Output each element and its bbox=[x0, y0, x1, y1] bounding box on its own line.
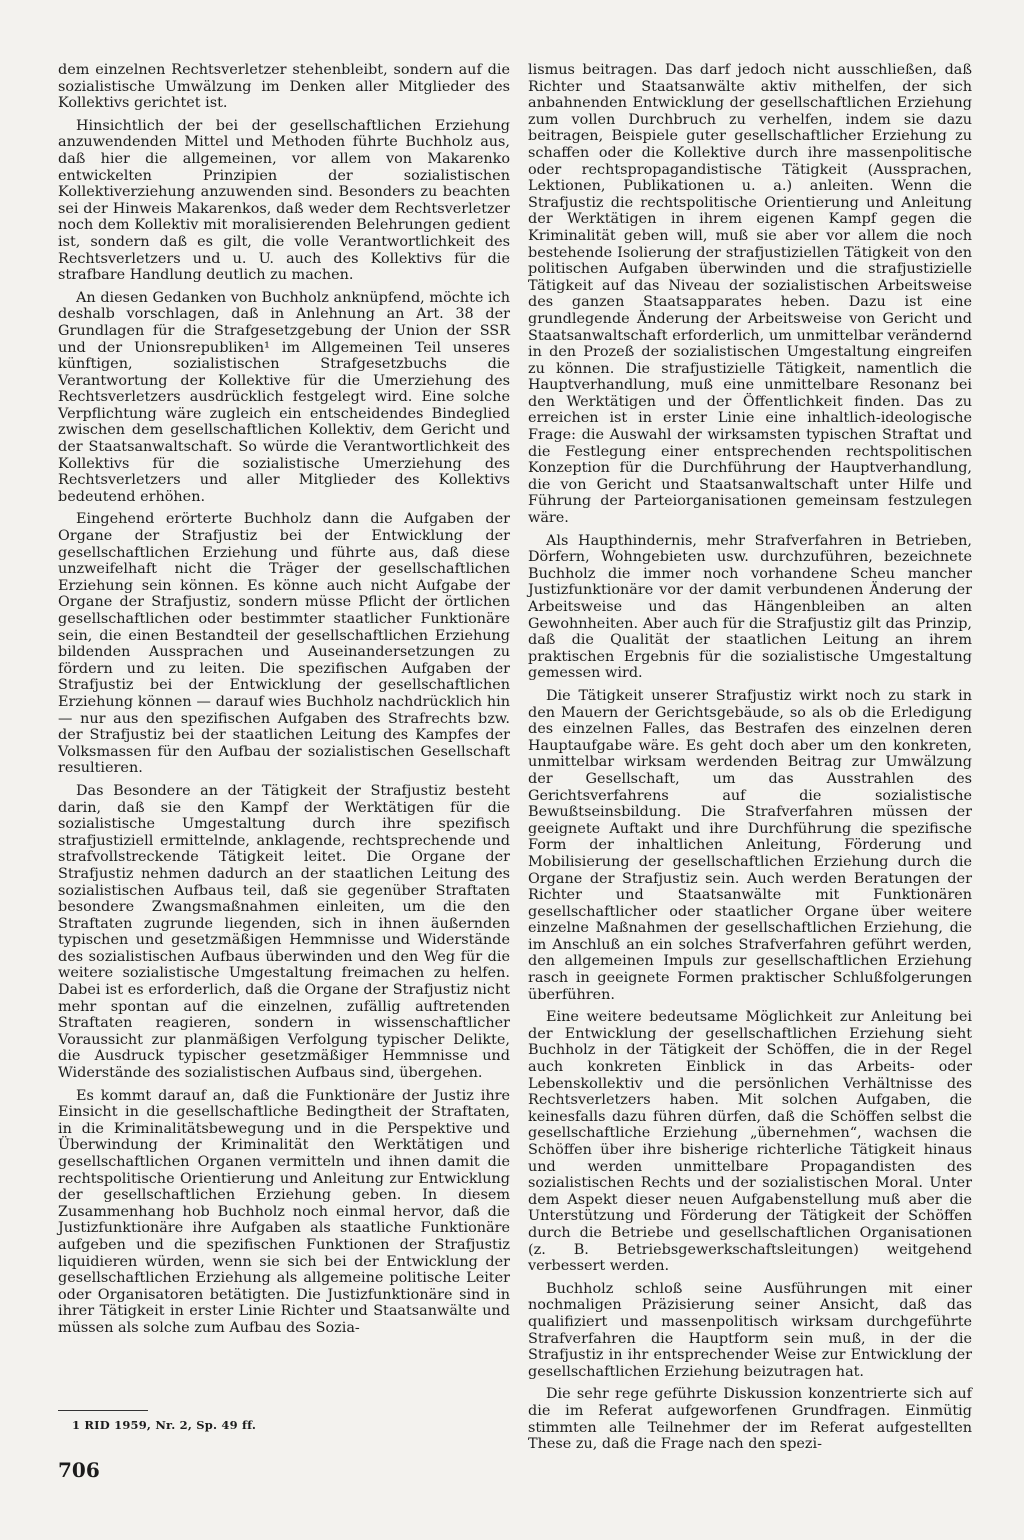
paragraph: Das Besondere an der Tätigkeit der Strafjustiz besteht darin, daß sie den Kampf der Werktätigen für die sozialistische Umgestaltung durch ihre spezifisch strafjustiziell ermittelnde, anklagende, rechtsprechende und strafvollstreckende Tätigkeit leitet. Die Organe der Strafjustiz nehmen dadurch an der staatlichen Leitung des sozialistischen Aufbaus teil, daß sie gegenüber Straftaten besondere Zwangsmaßnahmen einleiten, um die den Straftaten zugrunde liegenden, sich in ihnen äußernden typischen und gesetzmäßigen Hemmnisse und Widerstände des sozialistischen Aufbaus überwinden und den Weg für die weitere sozialistische Umgestaltung freimachen zu helfen. Dabei ist es erforderlich, daß die Organe der Strafjustiz nicht mehr spontan auf die einzelnen, zufällig auftretenden Straftaten reagieren, sondern in wissenschaftlicher Voraussicht zur planmäßigen Verfolgung typischer Delikte, die Ausdruck typischer gesetzmäßiger Hemmnisse und Widerstände des sozialistischen Aufbaus sind, übergehen. bbox=[58, 782, 510, 1082]
footnote-rule bbox=[58, 1410, 148, 1411]
paragraph: dem einzelnen Rechtsverletzer stehenbleibt, sondern auf die sozialistische Umwälzung im Denken aller Mitglieder des Kollektivs gerichtet ist. bbox=[58, 62, 510, 112]
footnote: 1 RID 1959, Nr. 2, Sp. 49 ff. bbox=[72, 1418, 257, 1432]
paragraph: Eine weitere bedeutsame Möglichkeit zur Anleitung bei der Entwicklung der gesellschaftlichen Erziehung sieht Buchholz in der Tätigkeit der Schöffen, die in der Regel auch konkreten Einblick in das Arbeits- oder Lebenskollektiv und die persönlichen Verhältnisse des Rechtsverletzers haben. Mit solchen Aufgaben, die keinesfalls dazu führen dürfen, daß die Schöffen selbst die gesellschaftliche Erziehung „übernehmen“, wachsen die Schöffen über ihre bisherige richterliche Tätigkeit hinaus und werden unmittelbare Propagandisten des sozialistischen Rechts und der sozialistischen Moral. Unter dem Aspekt dieser neuen Aufgabenstellung muß aber die Unterstützung und Förderung der Tätigkeit der Schöffen durch die Betriebe und gesellschaftlichen Organisationen (z. B. Betriebsgewerkschaftsleitungen) weitgehend verbessert werden. bbox=[528, 1009, 972, 1275]
paragraph: Eingehend erörterte Buchholz dann die Aufgaben der Organe der Strafjustiz bei der Entwicklung der gesellschaftlichen Erziehung und führte aus, daß diese unzweifelhaft nicht die Träger der gesellschaftlichen Erziehung sein können. Es könne auch nicht Aufgabe der Organe der Strafjustiz, sondern müsse Pflicht der örtlichen gesellschaftlichen oder bestimmter staatlicher Funktionäre sein, die einen Bestandteil der gesellschaftlichen Erziehung bildenden Aussprachen und Auseinandersetzungen zu fördern und zu leiten. Die spezifischen Aufgaben der Strafjustiz bei der Entwicklung der gesellschaftlichen Erziehung können — darauf wies Buchholz nachdrücklich hin — nur aus den spezifischen Aufgaben des Strafrechts bzw. der Strafjustiz bei der staatlichen Leitung des Kampfes der Volksmassen für den Aufbau der sozialistischen Gesellschaft resultieren. bbox=[58, 511, 510, 777]
paragraph: Die sehr rege geführte Diskussion konzentrierte sich auf die im Referat aufgeworfenen Grundfragen. Einmütig stimmten alle Teilnehmer der im Referat aufgestellten These zu, daß die Frage nach den spezi- bbox=[528, 1386, 972, 1453]
paragraph: Buchholz schloß seine Ausführungen mit einer nochmaligen Präzisierung seiner Ansicht, daß das qualifiziert und massenpolitisch wirksam durchgeführte Strafverfahren die Hauptform sein muß, in der die Strafjustiz in ihr entsprechender Weise zur Entwicklung der gesellschaftlichen Erziehung beizutragen hat. bbox=[528, 1280, 972, 1380]
paragraph: Es kommt darauf an, daß die Funktionäre der Justiz ihre Einsicht in die gesellschaftliche Bedingtheit der Straftaten, in die Kriminalitätsbewegung und in die Perspektive und Überwindung der Kriminalität den Werktätigen und gesellschaftlichen Organen vermitteln und ihnen damit die rechtspolitische Orientierung und Anleitung zur Entwicklung der gesellschaftlichen Erziehung geben. In diesem Zusammenhang hob Buchholz noch einmal hervor, daß die Justizfunktionäre ihre Aufgaben als staatliche Funktionäre aufgeben und die spezifischen Funktionen der Strafjustiz liquidieren würden, wenn sie sich bei der Entwicklung der gesellschaftlichen Erziehung als allgemeine politische Leiter oder Organisatoren betätigten. Die Justizfunktionäre sind in ihrer Tätigkeit in erster Linie Richter und Staatsanwälte und müssen als solche zum Aufbau des Sozia- bbox=[58, 1087, 510, 1336]
paragraph: Als Haupthindernis, mehr Strafverfahren in Betrieben, Dörfern, Wohngebieten usw. durchzuführen, bezeichnete Buchholz die immer noch vorhandene Scheu mancher Justizfunktionäre vor der damit verbundenen Änderung der Arbeitsweise und das Hängenbleiben an alten Gewohnheiten. Aber auch für die Strafjustiz gilt das Prinzip, daß die Qualität der staatlichen Leitung an ihrem praktischen Ergebnis für die sozialistische Umgestaltung gemessen wird. bbox=[528, 532, 972, 682]
page-number: 706 bbox=[58, 1458, 100, 1482]
paragraph: lismus beitragen. Das darf jedoch nicht ausschließen, daß Richter und Staatsanwälte aktiv mithelfen, der sich anbahnenden Entwicklung der gesellschaftlichen Erziehung zum vollen Durchbruch zu verhelfen, indem sie dazu beitragen, Beispiele guter gesellschaftlicher Erziehung zu schaffen oder die Kollektive durch ihre massenpolitische oder rechtspropagandistische Tätigkeit (Aussprachen, Lektionen, Publikationen u. a.) anleiten. Wenn die Strafjustiz die rechtspolitische Orientierung und Anleitung der Werktätigen in ihrem eigenen Kampf gegen die Kriminalität geben will, muß sie aber vor allem die noch bestehende Isolierung der strafjustiziellen Tätigkeit von den politischen Aufgaben überwinden und die strafjustizielle Tätigkeit auf das Niveau der sozialistischen Arbeitsweise des ganzen Staatsapparates heben. Dazu ist eine grundlegende Änderung der Arbeitsweise von Gericht und Staatsanwaltschaft erforderlich, um unmittelbar verändernd in den Prozeß der sozialistischen Umgestaltung eingreifen zu können. Die strafjustizielle Tätigkeit, namentlich die Hauptverhandlung, muß eine unmittelbare Resonanz bei den Werktätigen und der Öffentlichkeit finden. Das zu erreichen ist in erster Linie eine inhaltlich-ideologische Frage: die Auswahl der wirksamsten typischen Straftat und die Festlegung einer entsprechenden rechtspolitischen Konzeption für die Durchführung der Hauptverhandlung, die von Gericht und Staatsanwaltschaft unter Hilfe und Führung der Parteiorganisationen gemeinsam festzulegen wäre. bbox=[528, 62, 972, 527]
left-column bbox=[58, 62, 510, 1343]
right-column bbox=[528, 62, 972, 1459]
paragraph: Die Tätigkeit unserer Strafjustiz wirkt noch zu stark in den Mauern der Gerichtsgebäude, so als ob die Erledigung des einzelnen Falles, das Bestrafen des einzelnen deren Hauptaufgabe wäre. Es geht doch aber um den konkreten, unmittelbar wirksam werdenden Beitrag zur Umwälzung der Gesellschaft, um das Ausstrahlen des Gerichtsverfahrens auf die sozialistische Bewußtseinsbildung. Die Strafverfahren müssen der geeignete Auftakt und ihre Durchführung die spezifische Form der inhaltlichen Anleitung, Förderung und Mobilisierung der gesellschaftlichen Erziehung durch die Organe der Strafjustiz sein. Auch werden Beratungen der Richter und Staatsanwälte mit Funktionären gesellschaftlicher oder staatlicher Organe über weitere einzelne Maßnahmen der gesellschaftlichen Erziehung, die im Anschluß an ein solches Strafverfahren geführt werden, den allgemeinen Impuls zur gesellschaftlichen Erziehung rasch in geeignete Formen praktischer Schlußfolgerungen überführen. bbox=[528, 687, 972, 1003]
paragraph: Hinsichtlich der bei der gesellschaftlichen Erziehung anzuwendenden Mittel und Methoden führte Buchholz aus, daß hier die allgemeinen, vor allem von Makarenko entwickelten Prinzipien der sozialistischen Kollektiverziehung anzuwenden sind. Besonders zu beachten sei der Hinweis Makarenkos, daß weder dem Rechtsverletzer noch dem Kollektiv mit moralisierenden Belehrungen gedient ist, sondern daß es gilt, die volle Verantwortlichkeit des Rechtsverletzers und u. U. auch des Kollektivs für die strafbare Handlung deutlich zu machen. bbox=[58, 117, 510, 284]
paragraph: An diesen Gedanken von Buchholz anknüpfend, möchte ich deshalb vorschlagen, daß in Anlehnung an Art. 38 der Grundlagen für die Strafgesetzgebung der Union der SSR und der Unionsrepubliken¹ im Allgemeinen Teil unseres künftigen, sozialistischen Strafgesetzbuchs die Verantwortung der Kollektive für die Umerziehung des Rechtsverletzers ausdrücklich festgelegt wird. Eine solche Verpflichtung wäre zugleich ein entscheidendes Bindeglied zwischen dem gesellschaftlichen Kollektiv, dem Gericht und der Staatsanwaltschaft. So würde die Verantwortlichkeit des Kollektivs für die sozialistische Umerziehung des Rechtsverletzers und aller Mitglieder des Kollektivs bedeutend erhöhen. bbox=[58, 289, 510, 505]
